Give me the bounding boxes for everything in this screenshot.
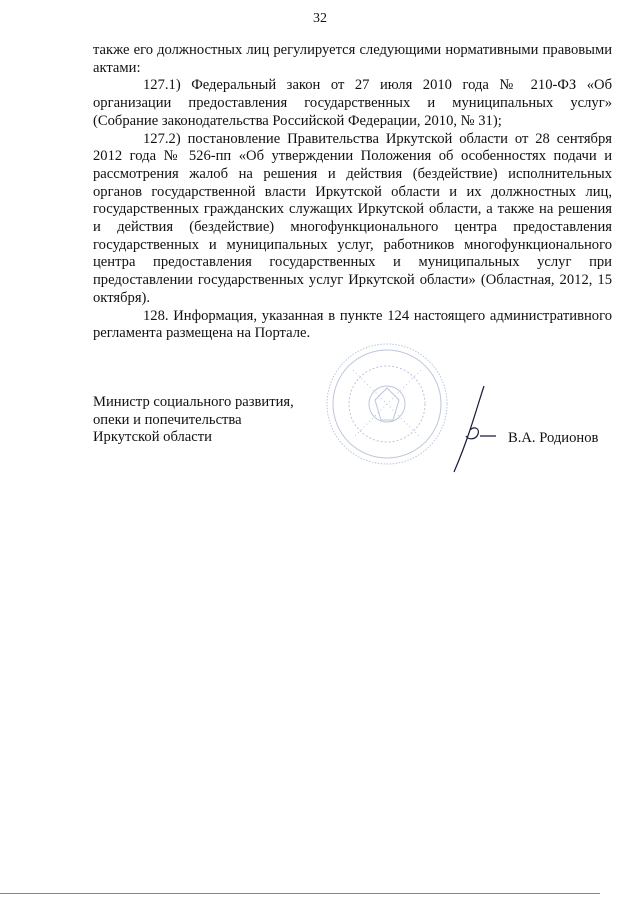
page-number: 32 [313, 11, 327, 26]
signatory-title-line: Иркутской области [93, 429, 212, 446]
signatory-name: В.А. Родионов [508, 430, 599, 446]
signatory-title-line: опеки и попечительства [93, 411, 242, 428]
paragraph-intro: также его должностных лиц регулируется следующими нормативными правовыми актами: [93, 42, 612, 76]
handwritten-signature [440, 378, 500, 478]
paragraph-127-1: 127.1) Федеральный закон от 27 июля 2010 года № 210-ФЗ «Об организации предоставления государственных и муниципальных услуг» (Собрание законодательства Российской Федерации, 2010, № 31); [93, 77, 612, 129]
paragraph-127-2: 127.2) постановление Правительства Иркутской области от 28 сентября 2012 года № 526-пп «Об утверждении Положения об особенностях подачи и рассмотрения жалоб на решения и действия (бездействие) исполнительных органов государственной власти Иркутской области и их должностных лиц, государственных гражданских служащих Иркутской области, а также на решения и действия (бездействие) многофункционального центра предоставления государственных и муниципальных услуг, работников многофункционального центра предоставления государственных и муниципальных услуг при предоставлении государственных услуг Иркутской области» (Областная, 2012, 15 октября). [93, 130, 612, 306]
official-seal-stamp [323, 340, 451, 468]
paragraph-128: 128. Информация, указанная в пункте 124 настоящего административного регламента размещена на Портале. [93, 307, 612, 342]
signatory-title-line: Министр социального развития, [93, 394, 294, 410]
document-body [93, 42, 612, 343]
footer-rule [0, 893, 600, 894]
